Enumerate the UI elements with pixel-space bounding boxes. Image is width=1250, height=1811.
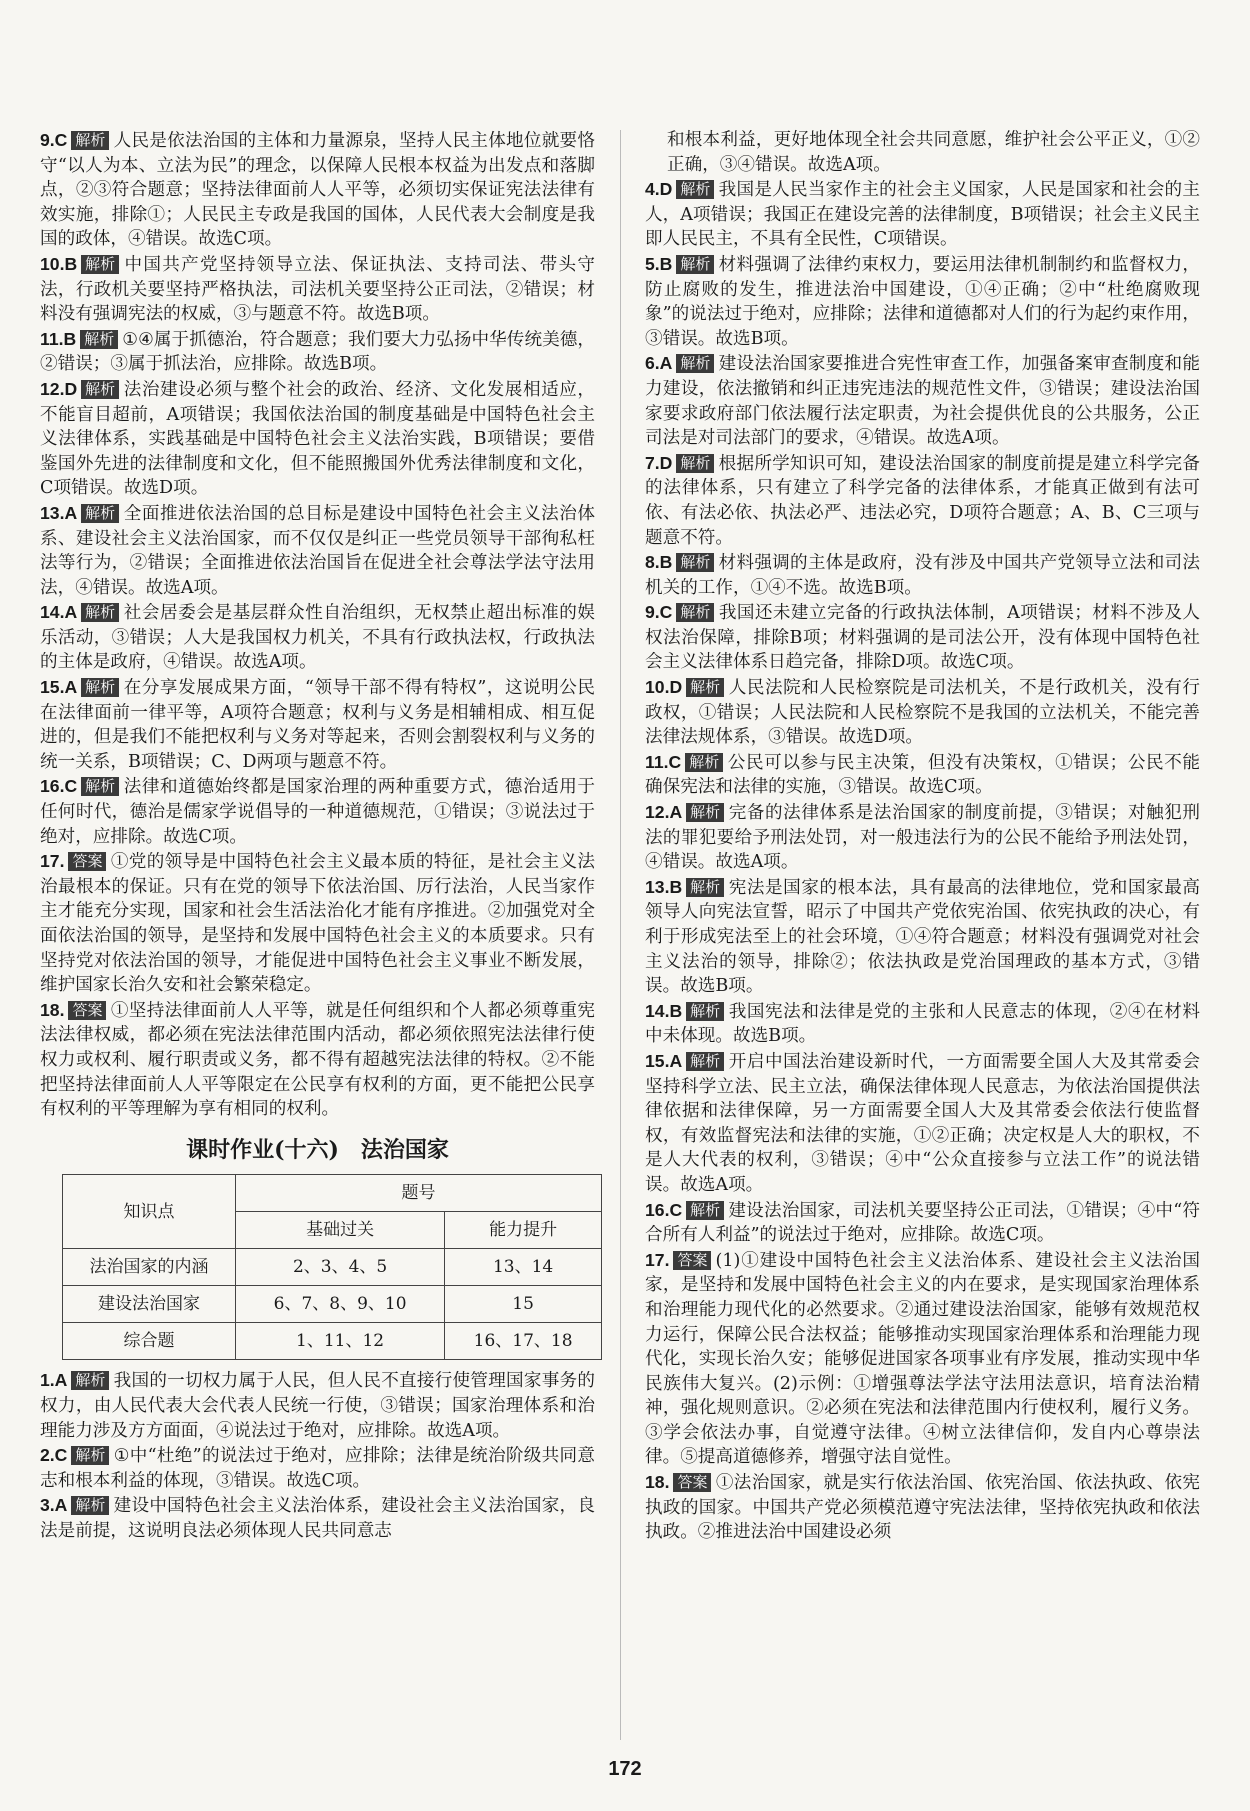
answer-item [40, 998, 595, 1122]
label-tag: 解析 [676, 454, 714, 473]
answer-item [645, 999, 1200, 1049]
answer-item [40, 1443, 595, 1493]
label-tag: 解析 [686, 1002, 724, 1021]
answer-item [40, 774, 595, 849]
answer-item [645, 600, 1200, 675]
table-row [63, 1323, 602, 1360]
item-text: 建设法治国家，司法机关要坚持公正司法，①错误；④中“符合所有人利益”的说法过于绝对，应排除。故选C项。 [645, 1200, 1200, 1246]
label-tag: 解析 [676, 180, 714, 199]
item-text: ①中“杜绝”的说法过于绝对，应排除；法律是统治阶级共同意志和根本利益的体现，③错误。故选C项。 [40, 1446, 595, 1491]
answer-item [40, 252, 595, 327]
item-text: 材料强调的主体是政府，没有涉及中国共产党领导立法和司法机关的工作，①④不选。故选B项。 [645, 553, 1200, 598]
item-number: 12.A [645, 802, 683, 823]
item-number: 18. [645, 1472, 670, 1493]
item-number: 16.C [645, 1199, 683, 1220]
answer-item [40, 1368, 595, 1443]
item-number: 16.C [40, 776, 78, 797]
item-text: 公民可以参与民主决策，但没有决策权，①错误；公民不能确保宪法和法律的实施，③错误。故选C项。 [645, 752, 1200, 798]
label-tag: 解析 [686, 1201, 724, 1220]
item-text: 全面推进依法治国的总目标是建设中国特色社会主义法治体系、建设社会主义法治国家，而不仅仅是纠正一些党员领导干部徇私枉法等行为，②错误；全面推进依法治国旨在促进全社会尊法学法守法用法，④错误。故选A项。 [40, 503, 595, 598]
answer-item [645, 1049, 1200, 1198]
item-text: 开启中国法治建设新时代，一方面需要全国人大及其常委会坚持科学立法、民主立法，确保法律体现人民意志，为依法治国提供法律依据和法律保障，另一方面需要全国人大及其常委会依法行使监督权，有效监督宪法和法律的实施，①②正确；决定权是人大的职权，不是人大代表的权利，③错误；④中“公众直接参与立法工作”的说法错误。故选A项。 [645, 1051, 1200, 1195]
label-tag: 解析 [81, 777, 119, 796]
answer-item [40, 600, 595, 675]
item-text: 法律和道德始终都是国家治理的两种重要方式，德治适用于任何时代，德治是儒家学说倡导的一种道德规范，①错误；③说法过于绝对，应排除。故选C项。 [40, 777, 595, 847]
item-text: ①法治国家，就是实行依法治国、依宪治国、依法执政、依宪执政的国家。中国共产党必须模范遵守宪法法律，坚持依宪执政和依法执政。②推进法治中国建设必须 [645, 1473, 1200, 1543]
table-cell: 6、7、8、9、10 [236, 1286, 445, 1323]
label-tag: 解析 [676, 255, 714, 274]
item-number: 5.B [645, 253, 673, 274]
item-number: 13.A [40, 502, 78, 523]
item-text: (1)①建设中国特色社会主义法治体系、建设社会主义法治国家，是坚持和发展中国特色社会主义的内在要求，是实现国家治理体系和治理能力现代化的必然要求。②通过建设法治国家，能够有效规范权力运行，保障公民合法权益；能够推动实现国家治理体系和治理能力现代化，实现长治久安；能够促进国家各项事业有序发展，推动实现中华民族伟大复兴。(2)示例：①增强尊法学法守法用法意识，培育法治精神，强化规则意识。②必须在宪法和法律范围内行使权利，履行义务。③学会依法办事，自觉遵守法律。④树立法律信仰，发自内心尊崇法律。⑤提高道德修养，增强守法自觉性。 [645, 1250, 1200, 1468]
item-text: ①党的领导是中国特色社会主义最本质的特征，是社会主义法治最根本的保证。只有在党的领导下依法治国、厉行法治，人民当家作主才能充分实现，国家和社会生活法治化才能有序推进。②加强党对全面依法治国的领导，是坚持和发展中国特色社会主义的本质要求。只有坚持党对依法治国的领导，才能促进中国特色社会主义事业不断发展，维护国家长治久安和社会繁荣稳定。 [40, 852, 595, 996]
label-tag: 解析 [81, 255, 119, 274]
answer-item [645, 675, 1200, 750]
item-text: 建设中国特色社会主义法治体系，建设社会主义法治国家，良法是前提，这说明良法必须体现人民共同意志 [40, 1496, 595, 1541]
table-cell: 2、3、4、5 [236, 1249, 445, 1286]
item-number: 2.C [40, 1445, 68, 1466]
item-number: 11.C [645, 751, 682, 772]
table-subheader-basic: 基础过关 [236, 1212, 445, 1249]
table-cell: 15 [445, 1286, 602, 1323]
table-cell: 建设法治国家 [63, 1286, 236, 1323]
answer-item [645, 1470, 1200, 1545]
item-number: 9.C [40, 130, 68, 150]
label-tag: 答案 [673, 1251, 711, 1270]
item-number: 17. [40, 851, 65, 872]
item-text: ①坚持法律面前人人平等，就是任何组织和个人都必须尊重宪法法律权威，都必须在宪法法律范围内活动，都必须依照宪法法律行使权力或权利、履行职责或义务，都不得有超越宪法法律的特权。②不能把坚持法律面前人人平等限定在公民享有权利的方面，更不能把公民享有权利的平等理解为享有相同的权利。 [40, 1000, 595, 1120]
label-tag: 解析 [81, 380, 119, 399]
table-header-topic: 知识点 [63, 1175, 236, 1249]
answer-item [645, 451, 1200, 550]
item-text: 完备的法律体系是法治国家的制度前提，③错误；对触犯刑法的罪犯要给予刑法处罚，对一般违法行为的公民不能给予刑法处罚，④错误。故选A项。 [645, 803, 1200, 873]
label-tag: 答案 [68, 1001, 106, 1020]
label-tag: 解析 [686, 678, 724, 697]
table-header-group: 题号 [236, 1175, 602, 1212]
label-tag: 解析 [686, 878, 724, 897]
answer-item [40, 327, 595, 377]
answer-item [645, 800, 1200, 875]
right-column [645, 128, 1200, 1545]
item-number: 3.A [40, 1495, 68, 1516]
answer-item [645, 750, 1200, 800]
item-text: 人民法院和人民检察院是司法机关，不是行政机关，没有行政权，①错误；人民法院和人民检察院不是我国的立法机关，不能完善法律法规体系，③错误。故选D项。 [645, 678, 1200, 748]
label-tag: 解析 [71, 131, 109, 150]
item-number: 17. [645, 1249, 670, 1270]
table-cell: 综合题 [63, 1323, 236, 1360]
label-tag: 解析 [81, 504, 119, 523]
label-tag: 解析 [81, 603, 119, 622]
item-number: 14.A [40, 602, 78, 623]
item-text: 社会居委会是基层群众性自治组织，无权禁止超出标准的娱乐活动，③错误；人大是我国权力机关，不具有行政执法权，行政执法的主体是政府，④错误。故选A项。 [40, 603, 595, 673]
item-number: 13.B [645, 876, 683, 897]
answer-item [645, 1198, 1200, 1248]
item-number: 11.B [40, 328, 77, 349]
item-number: 9.C [645, 602, 673, 623]
column-divider [620, 130, 621, 1740]
table-cell: 1、11、12 [236, 1323, 445, 1360]
item-number: 10.B [40, 253, 78, 274]
item-text: 我国宪法和法律是党的主张和人民意志的体现，②④在材料中未体现。故选B项。 [645, 1001, 1200, 1047]
item-number: 7.D [645, 452, 673, 473]
answer-item [40, 1493, 595, 1543]
continued-paragraph: 和根本利益，更好地体现全社会共同意愿，维护社会公平正义，①②正确，③④错误。故选A项。 [667, 130, 1200, 175]
table-row [63, 1286, 602, 1323]
item-number: 6.A [645, 353, 673, 374]
item-text: 我国是人民当家作主的社会主义国家，人民是国家和社会的主人，A项错误；我国正在建设完善的法律制度，B项错误；社会主义民主即人民民主，不具有全民性，C项错误。 [645, 180, 1200, 250]
item-text: 根据所学知识可知，建设法治国家的制度前提是建立科学完备的法律体系，只有建立了科学完备的法律体系，才能真正做到有法可依、有法必依、执法必严、违法必究，D项符合题意；A、B、C三项与题意不符。 [645, 453, 1200, 548]
item-number: 18. [40, 999, 65, 1020]
answer-item [40, 501, 595, 600]
answer-item [645, 875, 1200, 999]
label-tag: 解析 [676, 354, 714, 373]
item-text: 宪法是国家的根本法，具有最高的法律地位，党和国家最高领导人向宪法宣誓，昭示了中国共产党依宪治国、依宪执政的决心，有利于形成宪法至上的社会环境，①④符合题意；材料没有强调党对社会主义法治的领导，排除②；依法执政是党治国理政的基本方式，③错误。故选B项。 [645, 877, 1200, 997]
label-tag: 答案 [68, 852, 106, 871]
label-tag: 解析 [71, 1446, 109, 1465]
table-row [63, 1249, 602, 1286]
page-number: 172 [608, 1758, 642, 1780]
answer-item [645, 252, 1200, 351]
label-tag: 解析 [81, 678, 119, 697]
item-text: 我国还未建立完备的行政执法体制，A项错误；材料不涉及人权法治保障，排除B项；材料强调的是司法公开，没有体现中国特色社会主义法律体系日趋完备，排除D项。故选C项。 [645, 603, 1200, 673]
item-text: 中国共产党坚持领导立法、保证执法、支持司法、带头守法，行政机关要坚持严格执法，司法机关要坚持公正司法，②错误；材料没有强调宪法的权威，③与题意不符。故选B项。 [40, 254, 595, 325]
label-tag: 解析 [71, 1496, 109, 1515]
label-tag: 解析 [80, 330, 118, 349]
section-title: 课时作业(十六) 法治国家 [186, 1136, 449, 1163]
item-text: 建设法治国家要推进合宪性审查工作，加强备案审查制度和能力建设，依法撤销和纠正违宪违法的规范性文件，③错误；建设法治国家要求政府部门依法履行法定职责，为社会提供优良的公共服务，公正司法是对司法部门的要求，④错误。故选A项。 [645, 354, 1200, 449]
answer-item [40, 377, 595, 501]
table-subheader-advanced: 能力提升 [445, 1212, 602, 1249]
item-number: 15.A [645, 1050, 683, 1071]
answer-item [645, 1248, 1200, 1470]
label-tag: 解析 [685, 753, 723, 772]
item-text: 在分享发展成果方面，“领导干部不得有特权”，这说明公民在法律面前一律平等，A项符合题意；权利与义务是相辅相成、相互促进的，但是我们不能把权利与义务对等起来，否则会割裂权利与义务的统一关系，B项错误；C、D两项与题意不符。 [40, 678, 595, 772]
item-number: 12.D [40, 378, 78, 399]
answer-item [40, 128, 595, 252]
item-text: 材料强调了法律约束权力，要运用法律机制制约和监督权力，防止腐败的发生，推进法治中国建设，①④正确；②中“杜绝腐败现象”的说法过于绝对，应排除；法律和道德都对人们的行为起约束作用，③错误。故选B项。 [645, 254, 1200, 349]
item-text: 人民是依法治国的主体和力量源泉，坚持人民主体地位就要恪守“以人为本、立法为民”的理念，以保障人民根本权益为出发点和落脚点，②③符合题意；坚持法律面前人人平等，必须切实保证宪法法律有效实施，排除①；人民民主专政是我国的国体，人民代表大会制度是我国的政体，④错误。故选C项。 [40, 131, 595, 250]
item-number: 4.D [645, 179, 673, 200]
item-text: 法治建设必须与整个社会的政治、经济、文化发展相适应，不能盲目超前，A项错误；我国依法治国的制度基础是中国特色社会主义法律体系，实践基础是中国特色社会主义法治实践，B项错误；要借鉴国外先进的法律制度和文化，但不能照搬国外优秀法律制度和文化，C项错误。故选D项。 [40, 379, 595, 499]
item-number: 15.A [40, 677, 78, 698]
item-number: 1.A [40, 1370, 68, 1391]
item-number: 10.D [645, 677, 683, 698]
label-tag: 解析 [686, 803, 724, 822]
answer-item [645, 177, 1200, 252]
left-column [40, 128, 595, 1544]
item-number: 14.B [645, 1000, 683, 1021]
table-cell: 16、17、18 [445, 1323, 602, 1360]
label-tag: 解析 [686, 1052, 724, 1071]
label-tag: 解析 [676, 603, 714, 622]
answer-item [40, 675, 595, 774]
item-text: 我国的一切权力属于人民，但人民不直接行使管理国家事务的权力，由人民代表大会代表人民统一行使，③错误；国家治理体系和治理能力涉及方方面面，④说法过于绝对，应排除。故选A项。 [40, 1371, 595, 1441]
item-number: 8.B [645, 552, 673, 573]
answer-item [40, 849, 595, 998]
table-cell: 法治国家的内涵 [63, 1249, 236, 1286]
answer-item [645, 550, 1200, 600]
knowledge-table [62, 1174, 602, 1360]
answer-item [645, 351, 1200, 450]
label-tag: 解析 [676, 553, 714, 572]
item-text: ①④属于抓德治，符合题意；我们要大力弘扬中华传统美德，②错误；③属于抓法治，应排除。故选B项。 [40, 329, 595, 375]
label-tag: 答案 [673, 1473, 711, 1492]
table-cell: 13、14 [445, 1249, 602, 1286]
label-tag: 解析 [71, 1371, 109, 1390]
